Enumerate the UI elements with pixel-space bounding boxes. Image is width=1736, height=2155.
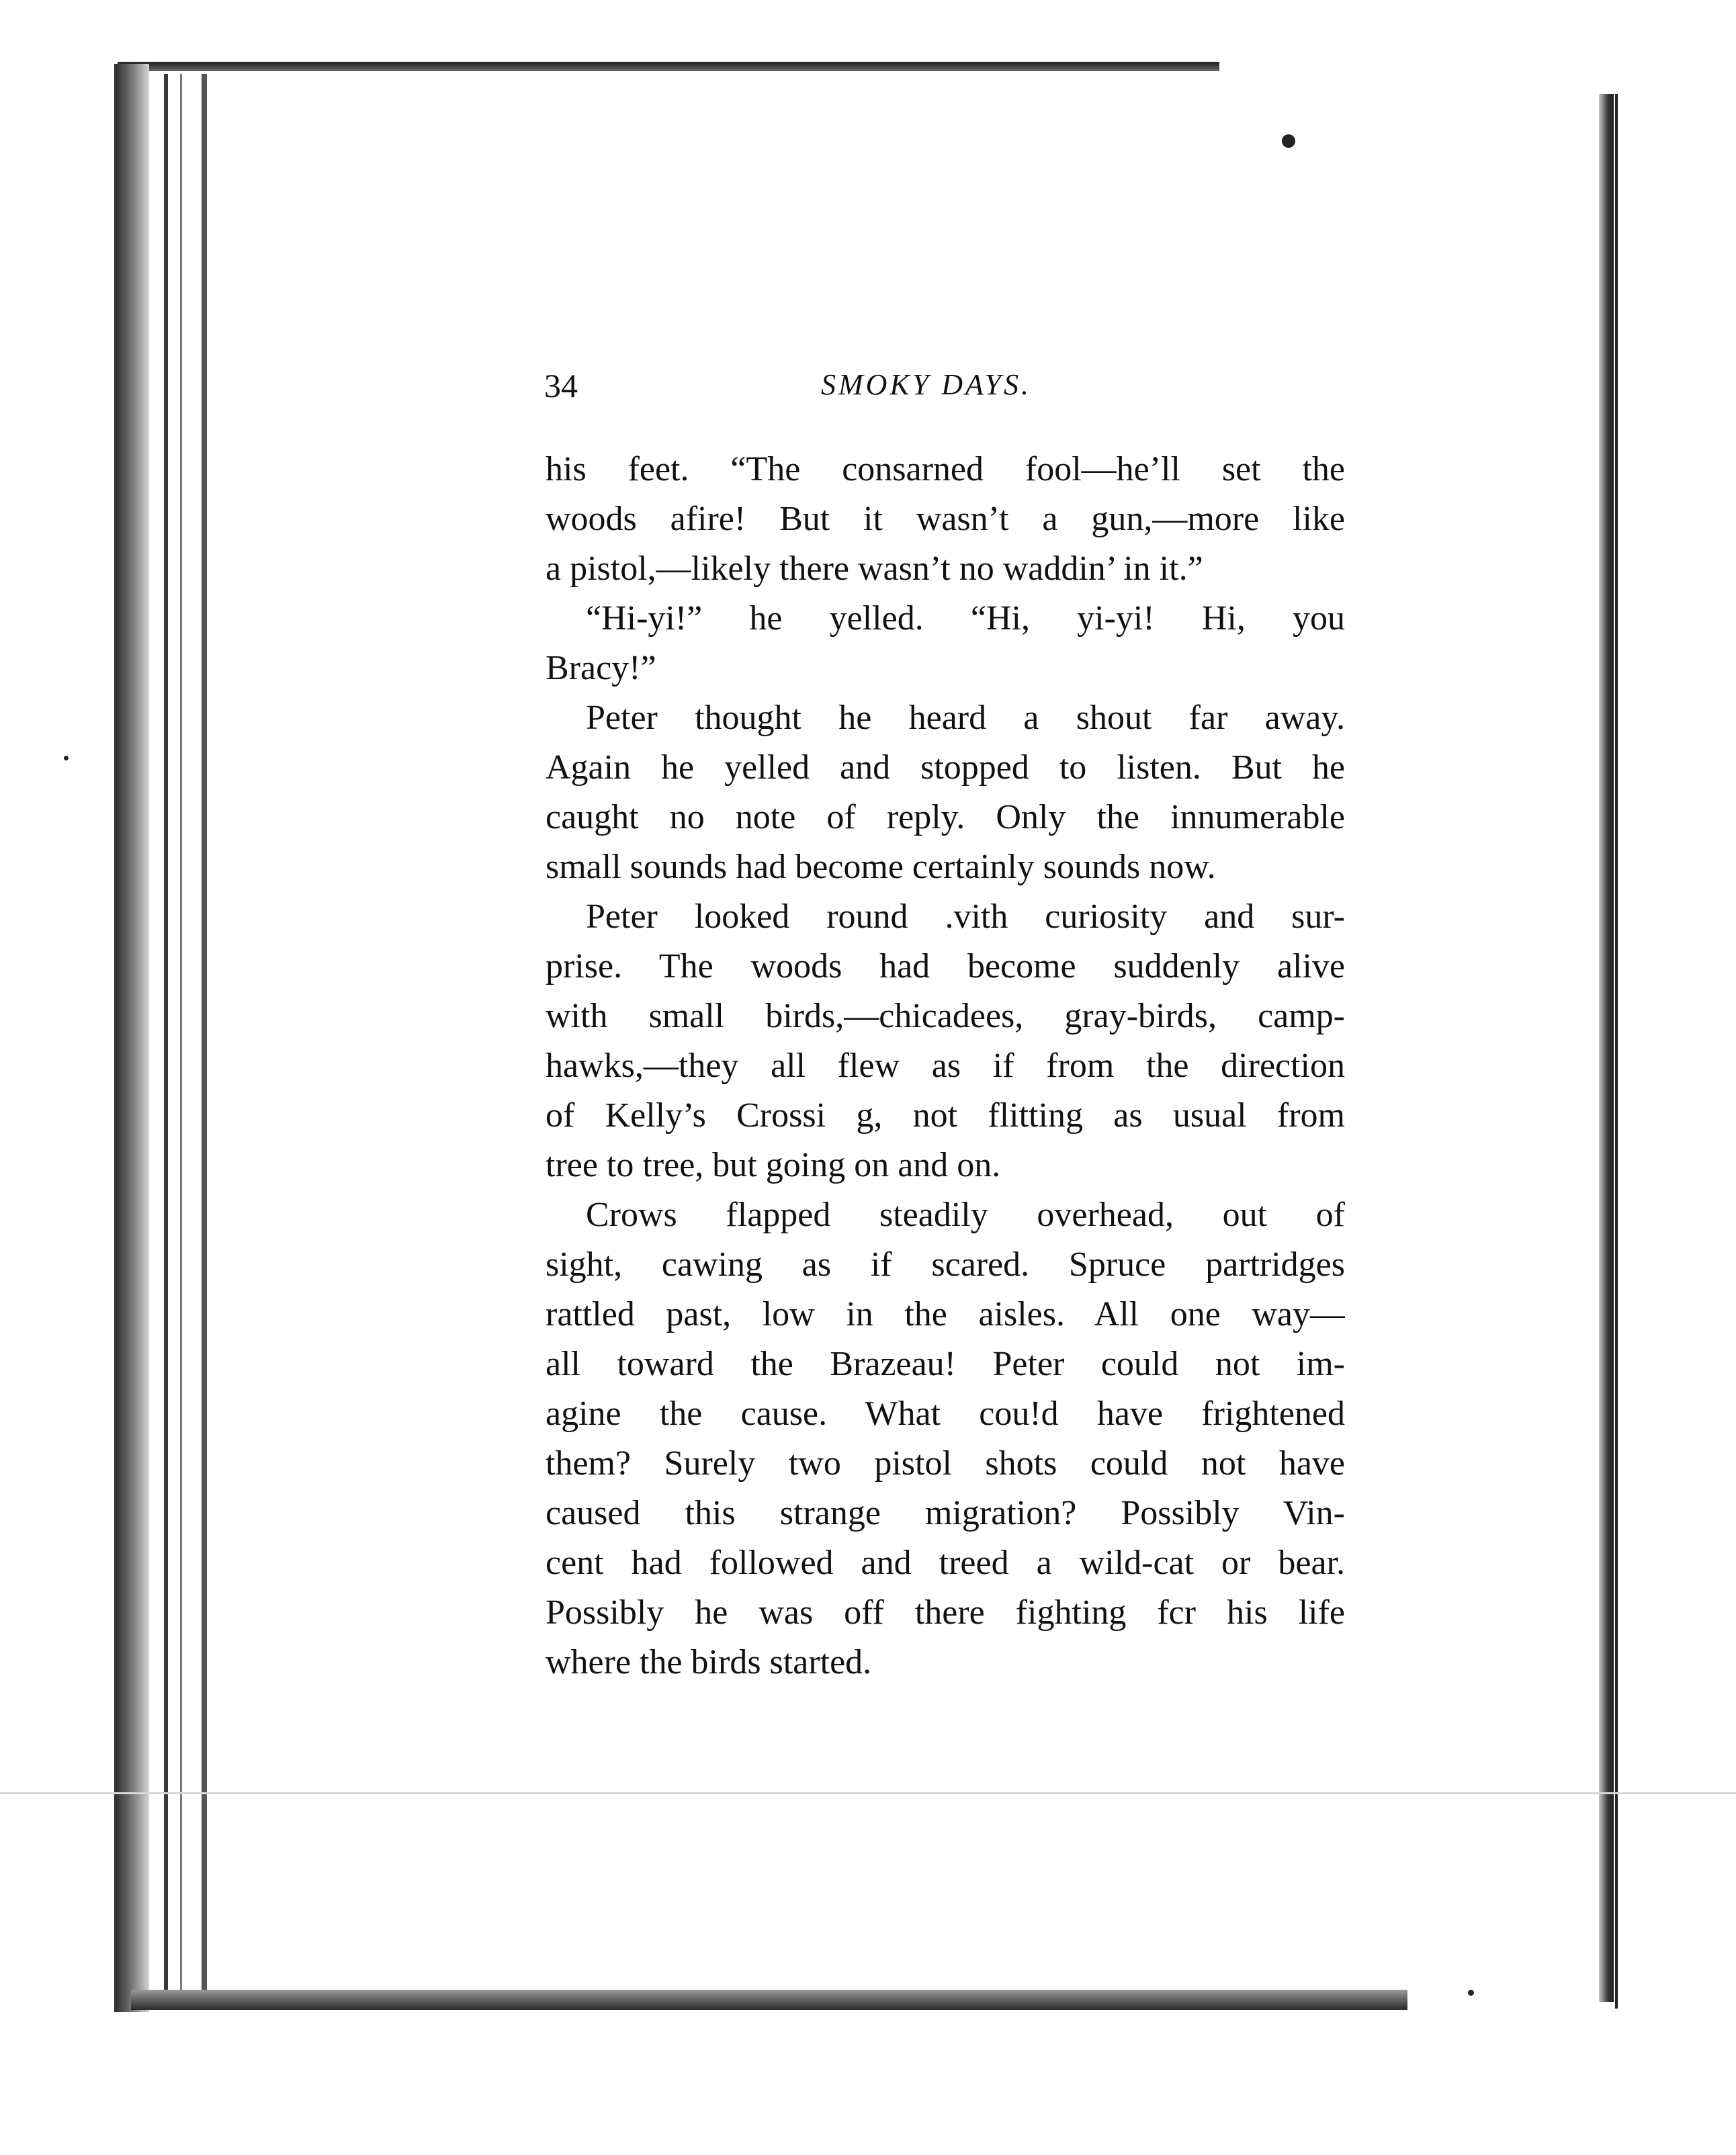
- text-line: prise. The woods had become suddenly alive: [546, 947, 1345, 985]
- text-line: them? Surely two pistol shots could not have: [546, 1444, 1345, 1483]
- scan-speck: [64, 756, 69, 760]
- text-line: Again he yelled and stopped to listen. But he: [546, 748, 1345, 787]
- text-line: of Kelly’s Crossi g, not flitting as usual from: [546, 1096, 1345, 1135]
- text-line: Possibly he was off there fighting fcr his life: [546, 1593, 1345, 1632]
- running-title: SMOKY DAYS.: [821, 368, 1031, 401]
- text-line: all toward the Brazeau! Peter could not im-: [546, 1345, 1345, 1383]
- facing-page-edge: [1615, 94, 1732, 2009]
- text-line: caught no note of reply. Only the innumerable: [546, 798, 1345, 836]
- text-line: sight, cawing as if scared. Spruce partridges: [546, 1245, 1345, 1284]
- page-fore-edge: [1599, 94, 1614, 2002]
- text-line: cent had followed and treed a wild-cat or bear.: [546, 1544, 1345, 1582]
- text-line: his feet. “The consarned fool—he’ll set the: [546, 450, 1345, 488]
- spine-line: [164, 74, 168, 2002]
- book-cover-edge: [114, 64, 149, 2012]
- page-number: 34: [544, 367, 578, 404]
- spine-line: [202, 74, 207, 2002]
- text-line: where the birds started.: [546, 1643, 872, 1681]
- text-line: agine the cause. What cou!d have frightened: [546, 1395, 1345, 1433]
- text-line: “Hi-yi!” he yelled. “Hi, yi-yi! Hi, you: [586, 599, 1345, 637]
- text-line: a pistol,—likely there wasn’t no waddin’ in it.”: [546, 549, 1203, 588]
- running-head: [544, 366, 1344, 413]
- text-line: Bracy!”: [546, 649, 656, 687]
- scan-speck: [1468, 1990, 1474, 1996]
- scan-artifact-line: [0, 1792, 1736, 1794]
- cover-top-edge: [118, 62, 1219, 71]
- text-line: hawks,—they all flew as if from the direction: [546, 1047, 1345, 1085]
- text-line: tree to tree, but going on and on.: [546, 1146, 1001, 1184]
- body-text: [546, 445, 1345, 1687]
- text-line: Peter looked round .vith curiosity and sur-: [586, 897, 1345, 936]
- cover-bottom-edge: [131, 1990, 1407, 2010]
- text-line: woods afire! But it wasn’t a gun,—more like: [546, 500, 1345, 538]
- text-line: caused this strange migration? Possibly Vin-: [546, 1494, 1345, 1532]
- text-line: small sounds had become certainly sounds now.: [546, 848, 1216, 886]
- scan-speck: [1282, 134, 1295, 148]
- text-line: Peter thought he heard a shout far away.: [586, 699, 1345, 737]
- text-line: rattled past, low in the aisles. All one way—: [546, 1295, 1345, 1333]
- spine-line: [180, 74, 182, 2002]
- text-line: Crows flapped steadily overhead, out of: [586, 1196, 1345, 1234]
- text-line: with small birds,—chicadees, gray-birds, camp-: [546, 997, 1345, 1035]
